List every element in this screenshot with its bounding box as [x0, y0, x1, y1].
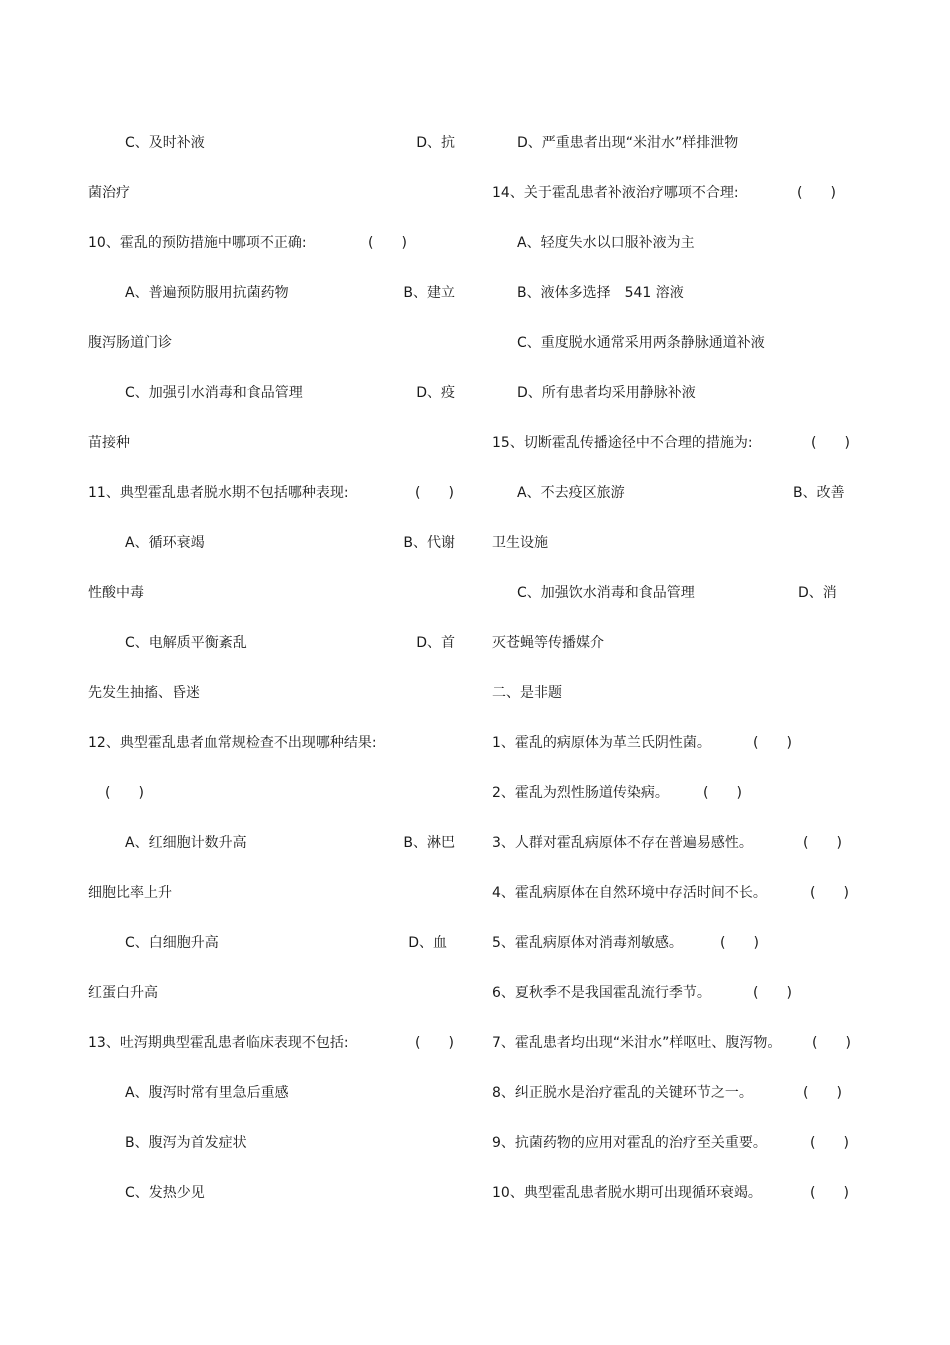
q11-stem-row — [0, 470, 475, 520]
q10-option-b-cont: 腹泻肠道门诊 — [88, 335, 172, 351]
tf-item-text: 3、人群对霍乱病原体不存在普遍易感性。 — [492, 835, 753, 851]
q11-answer-paren: ( ) — [415, 485, 454, 501]
q13-stem-row — [0, 1020, 475, 1070]
q14-answer-paren: ( ) — [797, 185, 836, 201]
q15-option-b-cont-row — [475, 520, 950, 570]
q12-option-d-cont-row — [0, 970, 475, 1020]
tf-item — [475, 1070, 950, 1120]
tf-item-text: 2、霍乱为烈性肠道传染病。 — [492, 785, 669, 801]
q14-option-d-row — [475, 370, 950, 420]
q12-stem: 12、典型霍乱患者血常规检查不出现哪种结果: — [88, 735, 377, 751]
tf-item-text: 6、夏秋季不是我国霍乱流行季节。 — [492, 985, 711, 1001]
q12-answer-paren: ( ) — [105, 785, 144, 801]
q11-option-b-cont-row — [0, 570, 475, 620]
q12-option-row-1 — [0, 820, 475, 870]
q12-option-row-2 — [0, 920, 475, 970]
q15-option-b-cont: 卫生设施 — [492, 535, 548, 551]
q12-option-b: B、淋巴 — [403, 835, 455, 851]
tf-item — [475, 720, 950, 770]
q11-option-c: C、电解质平衡紊乱 — [125, 635, 247, 651]
tf-item-paren: ( ) — [753, 985, 792, 1001]
q10-option-d-cont: 苗接种 — [88, 435, 130, 451]
q15-answer-paren: ( ) — [811, 435, 850, 451]
q10-option-c: C、加强引水消毒和食品管理 — [125, 385, 303, 401]
tf-item — [475, 770, 950, 820]
q13-option-d: D、严重患者出现“米泔水”样排泄物 — [517, 135, 739, 151]
q14-option-b-row — [475, 270, 950, 320]
tf-item-text: 10、典型霍乱患者脱水期可出现循环衰竭。 — [492, 1185, 762, 1201]
tf-item-paren: ( ) — [703, 785, 742, 801]
tf-item-paren: ( ) — [810, 1185, 849, 1201]
q12-option-a: A、红细胞计数升高 — [125, 835, 247, 851]
tf-item — [475, 920, 950, 970]
tf-item-paren: ( ) — [803, 835, 842, 851]
q9-option-d-cont-row — [0, 170, 475, 220]
q11-option-row-2 — [0, 620, 475, 670]
q12-stem-row — [0, 720, 475, 770]
q10-option-b-cont-row — [0, 320, 475, 370]
q15-option-d-cont-row — [475, 620, 950, 670]
tf-item-paren: ( ) — [812, 1035, 851, 1051]
q10-option-d: D、疫 — [416, 385, 455, 401]
q13-option-a-row — [0, 1070, 475, 1120]
q10-stem: 10、霍乱的预防措施中哪项不正确: — [88, 235, 307, 251]
q15-stem-row — [475, 420, 950, 470]
q9-option-d-cont: 菌治疗 — [88, 185, 130, 201]
tf-item-paren: ( ) — [803, 1085, 842, 1101]
q11-option-b: B、代谢 — [403, 535, 455, 551]
q10-option-b: B、建立 — [403, 285, 455, 301]
section-title: 二、是非题 — [492, 685, 562, 701]
q11-option-d-cont-row — [0, 670, 475, 720]
q14-stem: 14、关于霍乱患者补液治疗哪项不合理: — [492, 185, 739, 201]
q14-option-b: B、液体多选择 541 溶液 — [517, 285, 684, 301]
q14-stem-row — [475, 170, 950, 220]
q12-option-c: C、白细胞升高 — [125, 935, 219, 951]
q10-option-row-1 — [0, 270, 475, 320]
q14-option-a-row — [475, 220, 950, 270]
q12-option-b-cont-row — [0, 870, 475, 920]
q13-option-b: B、腹泻为首发症状 — [125, 1135, 247, 1151]
tf-item — [475, 1020, 950, 1070]
tf-item-paren: ( ) — [753, 735, 792, 751]
q13-option-c-row — [0, 1170, 475, 1220]
tf-item-paren: ( ) — [720, 935, 759, 951]
q13-option-a: A、腹泻时常有里急后重感 — [125, 1085, 289, 1101]
right-column — [475, 120, 950, 1220]
section-title-row — [475, 670, 950, 720]
q12-option-b-cont: 细胞比率上升 — [88, 885, 172, 901]
q13-option-b-row — [0, 1120, 475, 1170]
q11-option-a: A、循环衰竭 — [125, 535, 205, 551]
q13-option-c: C、发热少见 — [125, 1185, 205, 1201]
q14-option-a: A、轻度失水以口服补液为主 — [517, 235, 695, 251]
tf-item — [475, 970, 950, 1020]
tf-item — [475, 820, 950, 870]
q15-option-a: A、不去疫区旅游 — [517, 485, 625, 501]
tf-item — [475, 870, 950, 920]
tf-item-text: 4、霍乱病原体在自然环境中存活时间不长。 — [492, 885, 767, 901]
q10-stem-row — [0, 220, 475, 270]
q13-answer-paren: ( ) — [415, 1035, 454, 1051]
q15-option-c: C、加强饮水消毒和食品管理 — [517, 585, 695, 601]
q14-option-c: C、重度脱水通常采用两条静脉通道补液 — [517, 335, 765, 351]
tf-item-text: 8、纠正脱水是治疗霍乱的关键环节之一。 — [492, 1085, 753, 1101]
q15-stem: 15、切断霍乱传播途径中不合理的措施为: — [492, 435, 753, 451]
tf-item-text: 1、霍乱的病原体为革兰氏阴性菌。 — [492, 735, 711, 751]
tf-item-paren: ( ) — [810, 1135, 849, 1151]
q11-option-row-1 — [0, 520, 475, 570]
q9-option-c: C、及时补液 — [125, 135, 205, 151]
q12-option-d-cont: 红蛋白升高 — [88, 985, 158, 1001]
q15-option-b: B、改善 — [793, 485, 845, 501]
q15-option-row-2 — [475, 570, 950, 620]
q10-option-row-2 — [0, 370, 475, 420]
q12-option-d: D、血 — [408, 935, 447, 951]
q11-option-b-cont: 性酸中毒 — [88, 585, 144, 601]
q9-option-d: D、抗 — [416, 135, 455, 151]
q11-option-d-cont: 先发生抽搐、昏迷 — [88, 685, 200, 701]
tf-item — [475, 1170, 950, 1220]
q13-option-d-row — [475, 120, 950, 170]
q14-option-c-row — [475, 320, 950, 370]
q15-option-row-1 — [475, 470, 950, 520]
tf-item-text: 9、抗菌药物的应用对霍乱的治疗至关重要。 — [492, 1135, 767, 1151]
q15-option-d-cont: 灭苍蝇等传播媒介 — [492, 635, 604, 651]
left-column — [0, 120, 475, 1220]
q11-stem: 11、典型霍乱患者脱水期不包括哪种表现: — [88, 485, 349, 501]
q11-option-d: D、首 — [416, 635, 455, 651]
q12-paren-row — [0, 770, 475, 820]
q15-option-d: D、消 — [798, 585, 837, 601]
tf-item-text: 7、霍乱患者均出现“米泔水”样呕吐、腹泻物。 — [492, 1035, 782, 1051]
q10-option-a: A、普遍预防服用抗菌药物 — [125, 285, 289, 301]
tf-item — [475, 1120, 950, 1170]
q9-option-row — [0, 120, 475, 170]
q10-option-d-cont-row — [0, 420, 475, 470]
tf-item-text: 5、霍乱病原体对消毒剂敏感。 — [492, 935, 683, 951]
q10-answer-paren: ( ) — [368, 235, 407, 251]
tf-item-paren: ( ) — [810, 885, 849, 901]
q13-stem: 13、吐泻期典型霍乱患者临床表现不包括: — [88, 1035, 349, 1051]
q14-option-d: D、所有患者均采用静脉补液 — [517, 385, 696, 401]
